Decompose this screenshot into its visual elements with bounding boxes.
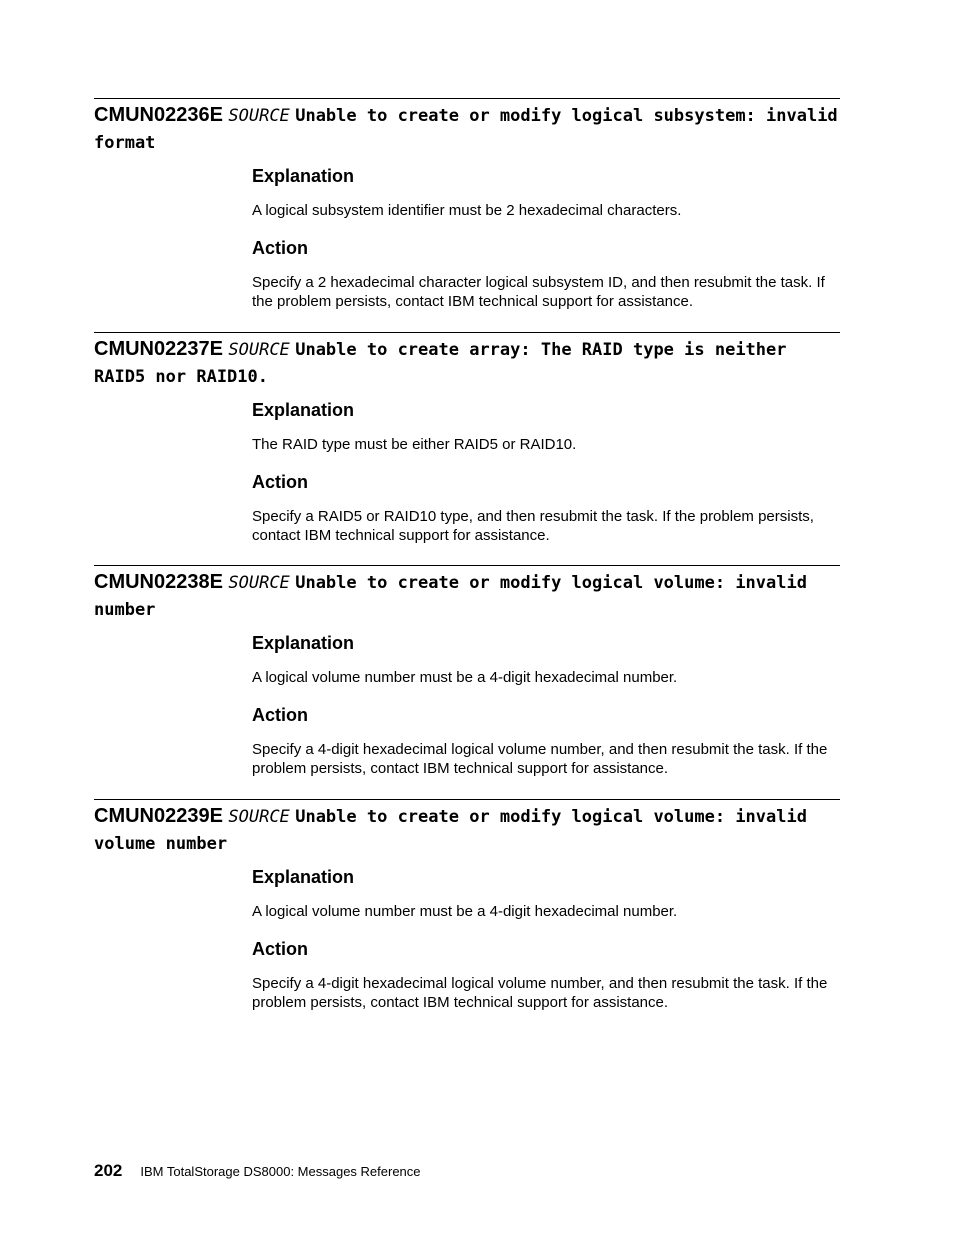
action-heading: Action — [252, 471, 308, 492]
message-source: SOURCE — [228, 106, 290, 126]
message-source: SOURCE — [228, 807, 290, 827]
message-body — [252, 866, 840, 1013]
explanation-heading: Explanation — [252, 633, 355, 653]
explanation-heading: Explanation — [252, 867, 355, 887]
message-id: CMUN02239E — [94, 805, 223, 827]
action-text: Specify a 4-digit hexadecimal logical volume number, and then resubmit the task. If the problem persists, contact IBM technical support for assistance. — [252, 740, 828, 777]
explanation-text: The RAID type must be either RAID5 or RAID10. — [252, 436, 577, 453]
message-body — [252, 165, 840, 312]
explanation-heading: Explanation — [252, 400, 355, 420]
message-heading — [94, 569, 840, 623]
action-heading: Action — [252, 938, 308, 959]
explanation-text: A logical volume number must be a 4-digit hexadecimal number. — [252, 903, 678, 920]
page-number: 202 — [94, 1161, 123, 1180]
message-block — [94, 799, 840, 1013]
action-text: Specify a 4-digit hexadecimal logical volume number, and then resubmit the task. If the problem persists, contact IBM technical support for assistance. — [252, 974, 828, 1011]
explanation-text: A logical subsystem identifier must be 2 hexadecimal characters. — [252, 202, 682, 219]
message-heading — [94, 803, 840, 857]
message-body — [252, 632, 840, 779]
action-text: Specify a RAID5 or RAID10 type, and then resubmit the task. If the problem persists, contact IBM technical support for assistance. — [252, 507, 814, 544]
message-id: CMUN02238E — [94, 571, 223, 593]
message-source: SOURCE — [228, 573, 290, 593]
message-text: Unable to create or modify logical volume: invalid number — [94, 573, 807, 620]
message-block — [94, 98, 840, 312]
action-text: Specify a 2 hexadecimal character logical subsystem ID, and then resubmit the task. If the problem persists, contact IBM technical support for assistance. — [252, 273, 825, 310]
message-text: Unable to create or modify logical volume: invalid volume number — [94, 807, 807, 854]
action-heading: Action — [252, 704, 308, 725]
explanation-heading: Explanation — [252, 166, 355, 186]
action-heading: Action — [252, 237, 308, 258]
document-title: IBM TotalStorage DS8000: Messages Reference — [140, 1164, 421, 1179]
message-body — [252, 399, 840, 546]
explanation-text: A logical volume number must be a 4-digit hexadecimal number. — [252, 669, 678, 686]
message-heading — [94, 102, 840, 156]
message-source: SOURCE — [228, 340, 290, 360]
page-footer — [94, 1161, 421, 1181]
message-id: CMUN02236E — [94, 104, 223, 126]
message-heading — [94, 336, 840, 390]
message-block — [94, 565, 840, 779]
message-text: Unable to create array: The RAID type is neither RAID5 nor RAID10. — [94, 340, 787, 387]
message-block — [94, 332, 840, 546]
message-text: Unable to create or modify logical subsystem: invalid format — [94, 106, 838, 153]
message-id: CMUN02237E — [94, 338, 223, 360]
